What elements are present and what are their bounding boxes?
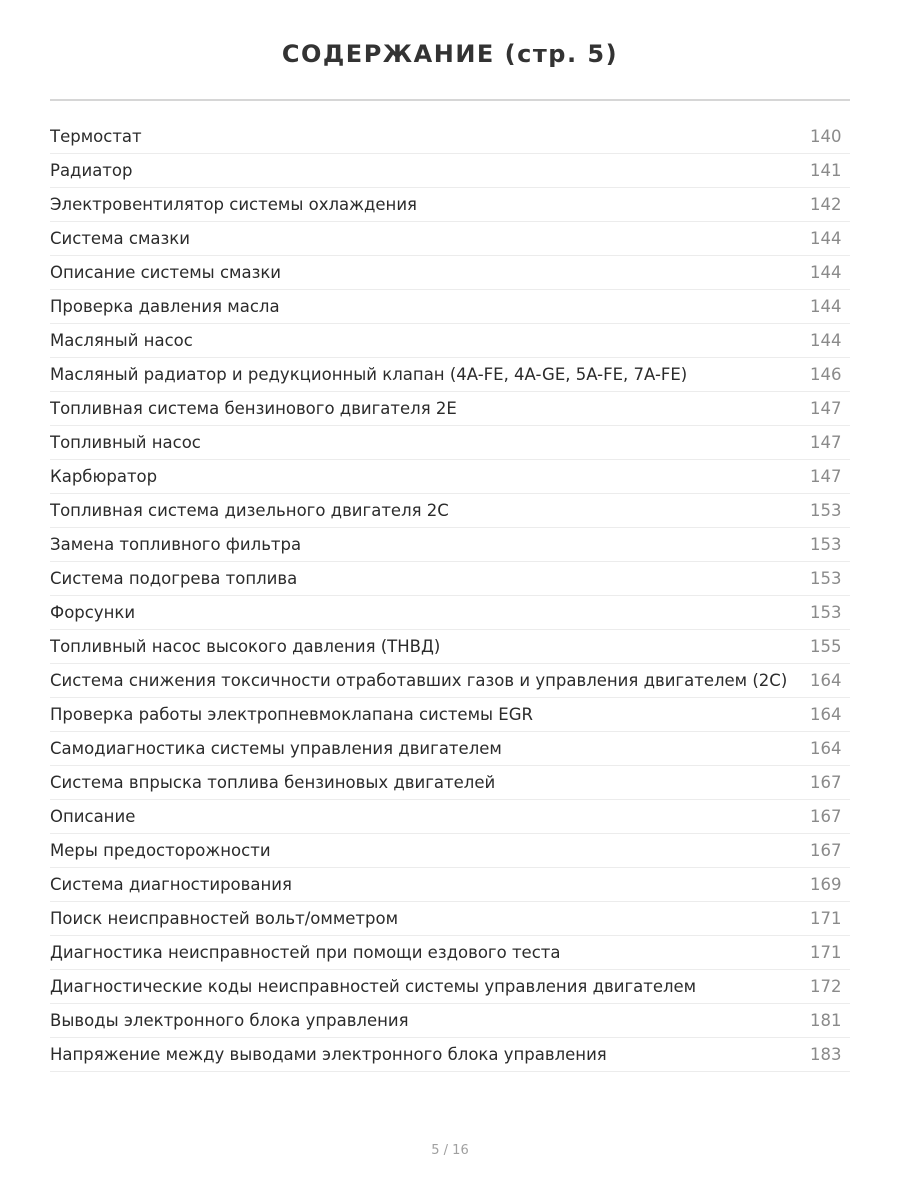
toc-entry-page-number: 144 xyxy=(810,297,842,316)
toc-entry-title[interactable]: Радиатор xyxy=(50,161,133,180)
toc-entry-title[interactable]: Масляный радиатор и редукционный клапан (4A-FE, 4A-GE, 5A-FE, 7A-FE) xyxy=(50,365,688,384)
toc-entry-title[interactable]: Выводы электронного блока управления xyxy=(50,1011,409,1030)
toc-entry-title[interactable]: Топливный насос xyxy=(50,433,201,452)
toc-entry[interactable] xyxy=(50,256,850,290)
toc-entry-page-number: 153 xyxy=(810,603,842,622)
toc-entry-page-number: 164 xyxy=(810,705,842,724)
toc-entry[interactable] xyxy=(50,800,850,834)
toc-entry-page-number: 164 xyxy=(810,671,842,690)
toc-entry-page-number: 147 xyxy=(810,433,842,452)
page-indicator: 5 / 16 xyxy=(431,1143,469,1158)
toc-entry-title[interactable]: Система смазки xyxy=(50,229,190,248)
toc-entry-page-number: 183 xyxy=(810,1045,842,1064)
toc-entry-title[interactable]: Диагностические коды неисправностей системы управления двигателем xyxy=(50,977,697,996)
toc-entry[interactable] xyxy=(50,120,850,154)
toc-entry[interactable] xyxy=(50,1004,850,1038)
toc-entry-title[interactable]: Замена топливного фильтра xyxy=(50,535,302,554)
toc-entry-title[interactable]: Самодиагностика системы управления двигателем xyxy=(50,739,502,758)
toc-entry[interactable] xyxy=(50,766,850,800)
toc-entry-title[interactable]: Описание системы смазки xyxy=(50,263,282,282)
page-title: СОДЕРЖАНИЕ (стр. 5) xyxy=(281,40,619,68)
toc-entry-title[interactable]: Система диагностирования xyxy=(50,875,292,894)
toc-entry-page-number: 153 xyxy=(810,569,842,588)
toc-entry[interactable] xyxy=(50,358,850,392)
toc-entry-page-number: 181 xyxy=(810,1011,842,1030)
toc-entry-title[interactable]: Описание xyxy=(50,807,136,826)
title-divider xyxy=(50,99,850,101)
toc-entry-page-number: 147 xyxy=(810,467,842,486)
toc-entry[interactable] xyxy=(50,732,850,766)
toc-entry-title[interactable]: Поиск неисправностей вольт/омметром xyxy=(50,909,399,928)
toc-entry-page-number: 167 xyxy=(810,841,842,860)
toc-entry-page-number: 172 xyxy=(810,977,842,996)
toc-entry[interactable] xyxy=(50,290,850,324)
toc-entry-title[interactable]: Масляный насос xyxy=(50,331,193,350)
toc-entry-page-number: 153 xyxy=(810,501,842,520)
toc-entry-page-number: 169 xyxy=(810,875,842,894)
toc-entry-page-number: 144 xyxy=(810,229,842,248)
toc-entry-title[interactable]: Топливный насос высокого давления (ТНВД) xyxy=(50,637,441,656)
toc-entry-title[interactable]: Электровентилятор системы охлаждения xyxy=(50,195,417,214)
toc-entry[interactable] xyxy=(50,630,850,664)
toc-entry[interactable] xyxy=(50,970,850,1004)
toc-entry-title[interactable]: Топливная система дизельного двигателя 2C xyxy=(50,501,449,520)
toc-entry[interactable] xyxy=(50,392,850,426)
toc-entry-page-number: 144 xyxy=(810,331,842,350)
toc-entry-title[interactable]: Форсунки xyxy=(50,603,136,622)
toc-entry-page-number: 146 xyxy=(810,365,842,384)
toc-entry[interactable] xyxy=(50,834,850,868)
toc-entry-page-number: 164 xyxy=(810,739,842,758)
toc-entry-title[interactable]: Система впрыска топлива бензиновых двигателей xyxy=(50,773,496,792)
toc-entry[interactable] xyxy=(50,596,850,630)
toc-entry[interactable] xyxy=(50,154,850,188)
toc-entry-title[interactable]: Топливная система бензинового двигателя 2E xyxy=(50,399,457,418)
toc-entry-page-number: 140 xyxy=(810,127,842,146)
toc-entry[interactable] xyxy=(50,426,850,460)
toc-entry-page-number: 167 xyxy=(810,807,842,826)
toc-entry[interactable] xyxy=(50,494,850,528)
toc-entry-title[interactable]: Напряжение между выводами электронного блока управления xyxy=(50,1045,607,1064)
toc-entry[interactable] xyxy=(50,1038,850,1072)
toc-list xyxy=(50,120,850,1072)
toc-entry-page-number: 141 xyxy=(810,161,842,180)
toc-entry-title[interactable]: Карбюратор xyxy=(50,467,158,486)
toc-entry-page-number: 142 xyxy=(810,195,842,214)
toc-entry-title[interactable]: Меры предосторожности xyxy=(50,841,271,860)
toc-entry[interactable] xyxy=(50,324,850,358)
toc-entry-page-number: 153 xyxy=(810,535,842,554)
toc-entry-title[interactable]: Система подогрева топлива xyxy=(50,569,298,588)
toc-entry[interactable] xyxy=(50,222,850,256)
toc-entry-page-number: 167 xyxy=(810,773,842,792)
toc-entry[interactable] xyxy=(50,868,850,902)
toc-entry[interactable] xyxy=(50,698,850,732)
toc-entry-page-number: 155 xyxy=(810,637,842,656)
toc-entry-page-number: 171 xyxy=(810,909,842,928)
toc-entry[interactable] xyxy=(50,902,850,936)
toc-entry[interactable] xyxy=(50,664,850,698)
toc-entry-title[interactable]: Проверка работы электропневмоклапана системы EGR xyxy=(50,705,533,724)
toc-entry[interactable] xyxy=(50,562,850,596)
toc-entry[interactable] xyxy=(50,936,850,970)
toc-entry-page-number: 147 xyxy=(810,399,842,418)
toc-entry-title[interactable]: Система снижения токсичности отработавших газов и управления двигателем (2C) xyxy=(50,671,788,690)
toc-entry[interactable] xyxy=(50,528,850,562)
toc-entry-page-number: 144 xyxy=(810,263,842,282)
toc-entry-title[interactable]: Проверка давления масла xyxy=(50,297,280,316)
toc-entry-page-number: 171 xyxy=(810,943,842,962)
toc-entry-title[interactable]: Диагностика неисправностей при помощи ездового теста xyxy=(50,943,561,962)
toc-entry-title[interactable]: Термостат xyxy=(50,127,142,146)
toc-entry[interactable] xyxy=(50,188,850,222)
toc-entry[interactable] xyxy=(50,460,850,494)
